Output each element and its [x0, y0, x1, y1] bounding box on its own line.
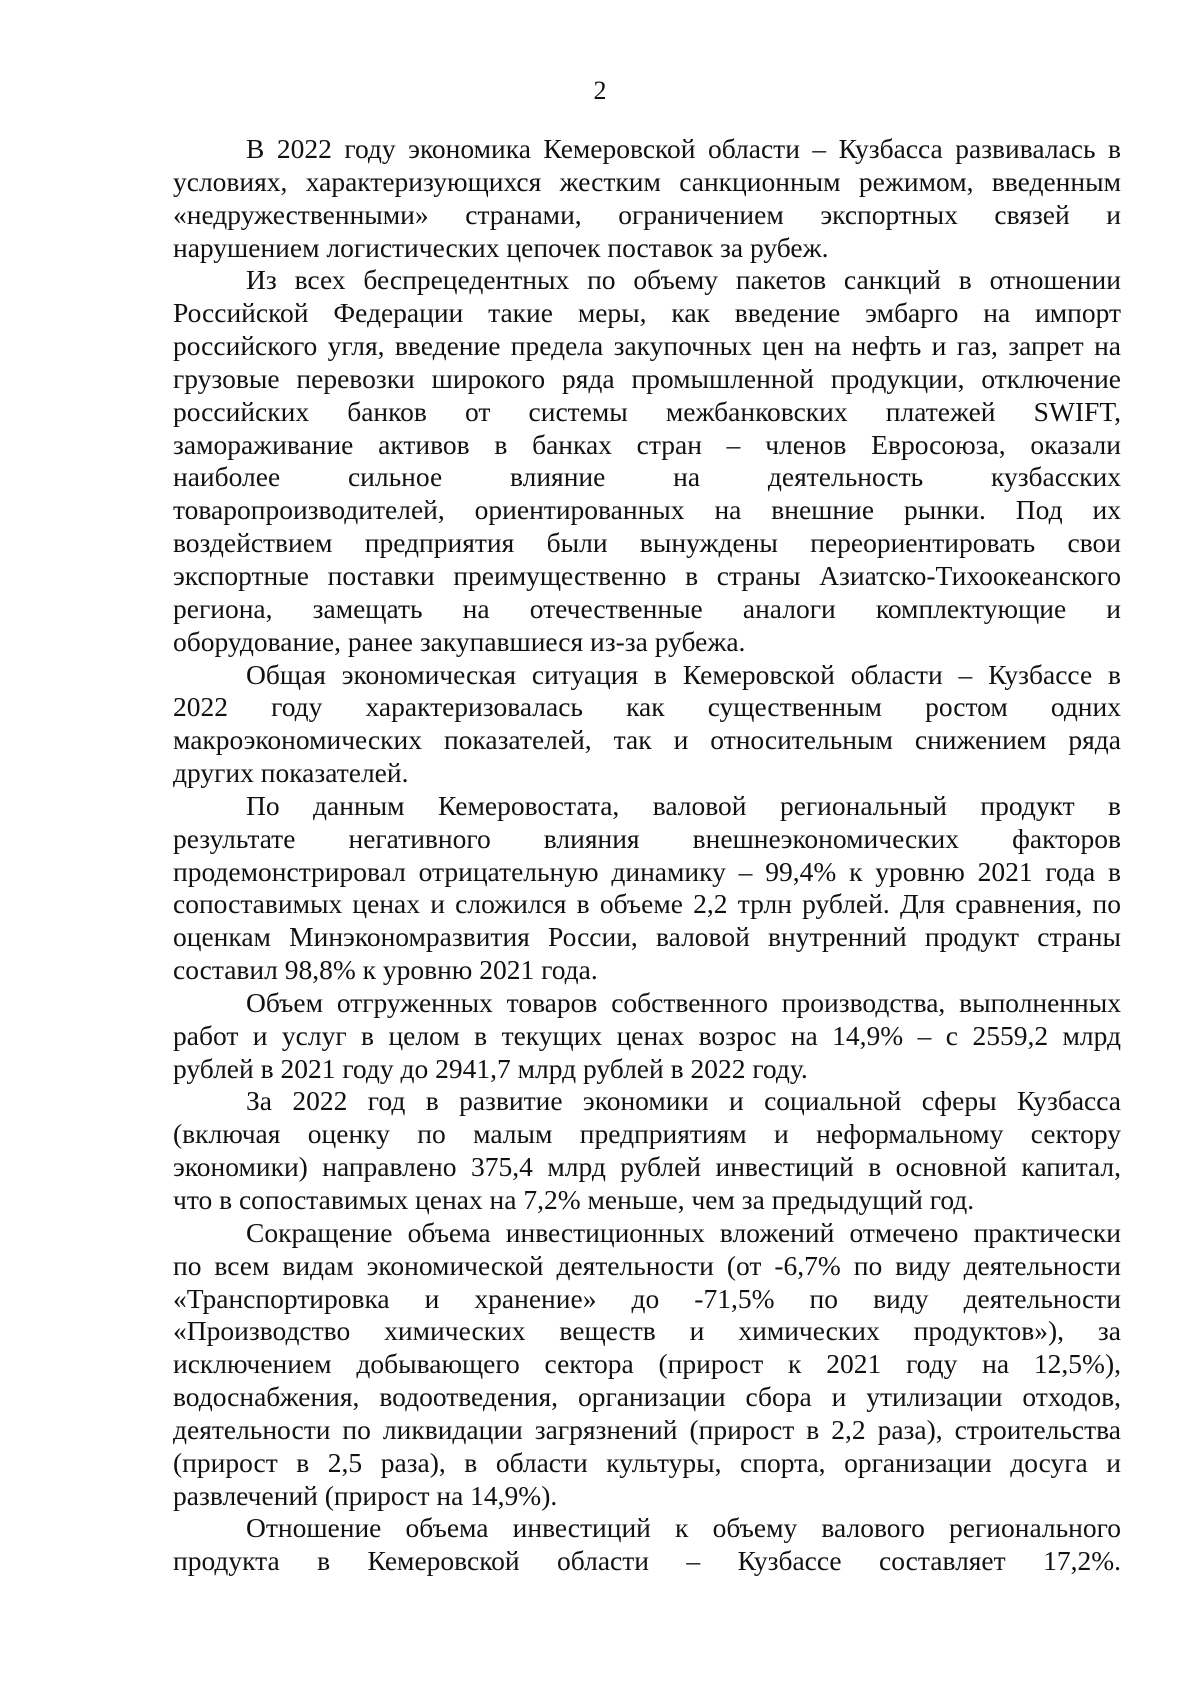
- text-line: российского угля, введение предела закупочных цен на нефть и газ, запрет на: [173, 330, 1121, 362]
- text-line: водоснабжения, водоотведения, организации сбора и утилизации отходов,: [173, 1381, 1121, 1413]
- text-line: Сокращение объема инвестиционных вложений отмечено практически: [246, 1216, 1121, 1248]
- text-line: наиболее сильное влияние на деятельность кузбасских: [173, 461, 1121, 493]
- text-line: российских банков от системы межбанковских платежей SWIFT,: [173, 395, 1121, 427]
- paragraph: [173, 659, 1121, 790]
- text-line: нарушением логистических цепочек поставок за рубеж.: [173, 231, 829, 263]
- text-line: Общая экономическая ситуация в Кемеровской области – Кузбассе в: [246, 658, 1121, 690]
- text-line: продукта в Кемеровской области – Кузбассе составляет 17,2%.: [173, 1545, 1121, 1577]
- text-line: товаропроизводителей, ориентированных на внешние рынки. Под их: [173, 494, 1121, 526]
- text-line: региона, замещать на отечественные аналоги комплектующие и: [173, 592, 1121, 624]
- text-line: условиях, характеризующихся жестким санкционным режимом, введенным: [173, 165, 1121, 197]
- text-line: «недружественными» странами, ограничением экспортных связей и: [173, 198, 1121, 230]
- text-line: исключением добывающего сектора (прирост к 2021 году на 12,5%),: [173, 1348, 1121, 1380]
- text-line: оборудование, ранее закупавшиеся из-за рубежа.: [173, 625, 746, 657]
- paragraph: [173, 1217, 1121, 1513]
- text-line: оценкам Минэкономразвития России, валовой внутренний продукт страны: [173, 921, 1121, 953]
- text-line: экономики) направлено 375,4 млрд рублей инвестиций в основной капитал,: [173, 1151, 1121, 1183]
- text-line: воздействием предприятия были вынуждены переориентировать свои: [173, 527, 1121, 559]
- text-line: По данным Кемеровостата, валовой региональный продукт в: [246, 789, 1121, 821]
- text-line: В 2022 году экономика Кемеровской области – Кузбасса развивалась в: [246, 133, 1121, 164]
- text-line: развлечений (прирост на 14,9%).: [173, 1479, 558, 1511]
- text-line: по всем видам экономической деятельности (от -6,7% по виду деятельности: [173, 1249, 1121, 1281]
- text-line: «Транспортировка и хранение» до -71,5% по виду деятельности: [173, 1282, 1121, 1314]
- text-line: что в сопоставимых ценах на 7,2% меньше, чем за предыдущий год.: [173, 1184, 975, 1215]
- paragraph: [173, 1085, 1121, 1216]
- text-line: макроэкономических показателей, так и относительным снижением ряда: [173, 724, 1121, 756]
- text-line: продемонстрировал отрицательную динамику – 99,4% к уровню 2021 года в: [173, 855, 1121, 887]
- text-line: Из всех беспрецедентных по объему пакетов санкций в отношении: [246, 264, 1121, 296]
- text-line: грузовые перевозки широкого ряда промышленной продукции, отключение: [173, 362, 1121, 394]
- document-body: [173, 133, 1121, 1578]
- paragraph: [173, 1512, 1121, 1578]
- text-line: работ и услуг в целом в текущих ценах возрос на 14,9% – с 2559,2 млрд: [173, 1019, 1121, 1051]
- text-line: других показателей.: [173, 757, 409, 789]
- page-number: 2: [593, 76, 607, 105]
- text-line: Отношение объема инвестиций к объему валового регионального: [246, 1512, 1121, 1544]
- text-line: экспортные поставки преимущественно в страны Азиатско-Тихоокеанского: [173, 559, 1121, 591]
- text-line: сопоставимых ценах и сложился в объеме 2,2 трлн рублей. Для сравнения, по: [173, 888, 1121, 920]
- paragraph: [173, 264, 1121, 658]
- paragraph: [173, 790, 1121, 987]
- text-line: замораживание активов в банках стран – членов Евросоюза, оказали: [173, 428, 1121, 460]
- text-line: 2022 году характеризовалась как существенным ростом одних: [173, 691, 1121, 723]
- text-line: Объем отгруженных товаров собственного производства, выполненных: [246, 986, 1121, 1018]
- text-line: «Производство химических веществ и химических продуктов»), за: [173, 1315, 1121, 1347]
- paragraph: [173, 133, 1121, 264]
- text-line: Российской Федерации такие меры, как введение эмбарго на импорт: [173, 297, 1121, 329]
- text-line: рублей в 2021 году до 2941,7 млрд рублей в 2022 году.: [173, 1052, 808, 1084]
- text-line: составил 98,8% к уровню 2021 года.: [173, 954, 598, 986]
- paragraph: [173, 987, 1121, 1086]
- text-line: За 2022 год в развитие экономики и социальной сферы Кузбасса: [246, 1085, 1121, 1117]
- text-line: деятельности по ликвидации загрязнений (прирост в 2,2 раза), строительства: [173, 1413, 1121, 1445]
- text-line: (включая оценку по малым предприятиям и неформальному сектору: [173, 1118, 1121, 1150]
- text-line: результате негативного влияния внешнеэкономических факторов: [173, 822, 1121, 854]
- text-line: (прирост в 2,5 раза), в области культуры, спорта, организации досуга и: [173, 1446, 1121, 1478]
